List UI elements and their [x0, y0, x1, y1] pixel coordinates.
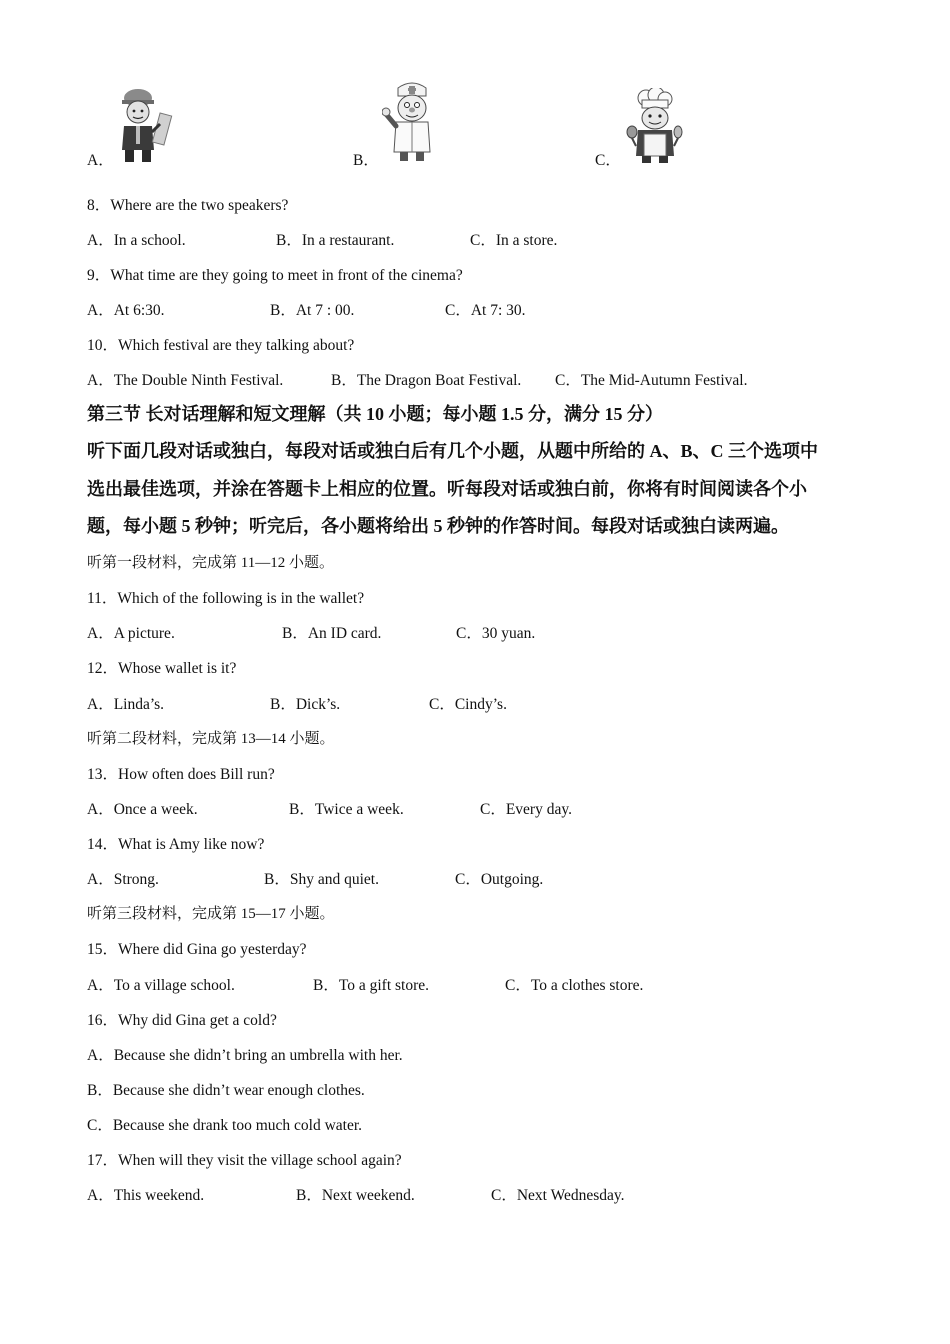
q8-option-c: C．In a store.	[470, 232, 558, 249]
chef-icon	[624, 88, 684, 164]
q15-option-b: B．To a gift store.	[313, 977, 430, 994]
q15-option-c: C．To a clothes store.	[505, 977, 644, 994]
q15-option-a: A．To a village school.	[87, 977, 235, 994]
picture-option-c-label: C．	[595, 152, 621, 169]
material2-note: 听第二段材料，完成第 13—14 小题。	[87, 731, 335, 747]
q14-stem: 14．What is Amy like now?	[87, 836, 265, 853]
q16-option-a: A．Because she didn’t bring an umbrella with her.	[87, 1047, 403, 1064]
q11-option-c: C．30 yuan.	[456, 625, 536, 642]
worker-with-hard-hat-icon	[112, 84, 176, 164]
q14-option-b: B．Shy and quiet.	[264, 871, 379, 888]
picture-option-b-label: B．	[353, 152, 379, 169]
q9-option-b: B．At 7 : 00.	[270, 302, 355, 319]
q12-option-c: C．Cindy’s.	[429, 696, 507, 713]
section3-instructions-line2: 选出最佳选项，并涂在答题卡上相应的位置。听每段对话或独白前，你将有时间阅读各个小	[87, 479, 807, 499]
material3-note: 听第三段材料，完成第 15—17 小题。	[87, 906, 335, 922]
q17-option-b: B．Next weekend.	[296, 1187, 415, 1204]
q9-option-c: C．At 7: 30.	[445, 302, 526, 319]
section3-instructions-line3: 题，每小题 5 秒钟；听完后，各小题将给出 5 秒钟的作答时间。每段对话或独白读两遍。	[87, 516, 789, 536]
q8-option-b: B．In a restaurant.	[276, 232, 395, 249]
q10-option-b: B．The Dragon Boat Festival.	[331, 372, 522, 389]
q12-option-b: B．Dick’s.	[270, 696, 341, 713]
doctor-icon	[382, 80, 444, 162]
q16-option-b: B．Because she didn’t wear enough clothes.	[87, 1082, 365, 1099]
q16-option-c: C．Because she drank too much cold water.	[87, 1117, 363, 1134]
q11-stem: 11．Which of the following is in the wallet?	[87, 590, 365, 607]
q13-stem: 13．How often does Bill run?	[87, 766, 275, 783]
q16-stem: 16．Why did Gina get a cold?	[87, 1012, 277, 1029]
q15-stem: 15．Where did Gina go yesterday?	[87, 941, 307, 958]
q13-option-c: C．Every day.	[480, 801, 572, 818]
q12-option-a: A．Linda’s.	[87, 696, 165, 713]
section3-instructions-line1: 听下面几段对话或独白，每段对话或独白后有几个小题，从题中所给的 A、B、C 三个选项中	[87, 441, 818, 461]
q10-option-c: C．The Mid-Autumn Festival.	[555, 372, 748, 389]
picture-option-a-label: A．	[87, 152, 114, 169]
q11-option-a: A．A picture.	[87, 625, 175, 642]
q10-option-a: A．The Double Ninth Festival.	[87, 372, 284, 389]
q11-option-b: B．An ID card.	[282, 625, 382, 642]
section3-title: 第三节 长对话理解和短文理解（共 10 小题；每小题 1.5 分，满分 15 分）	[87, 404, 663, 424]
q9-option-a: A．At 6:30.	[87, 302, 165, 319]
material1-note: 听第一段材料，完成第 11—12 小题。	[87, 555, 334, 571]
q14-option-c: C．Outgoing.	[455, 871, 544, 888]
q13-option-a: A．Once a week.	[87, 801, 198, 818]
q9-stem: 9．What time are they going to meet in front of the cinema?	[87, 267, 463, 284]
q17-stem: 17．When will they visit the village school again?	[87, 1152, 402, 1169]
q10-stem: 10．Which festival are they talking about?	[87, 337, 355, 354]
q8-stem: 8．Where are the two speakers?	[87, 197, 289, 214]
q12-stem: 12．Whose wallet is it?	[87, 660, 237, 677]
q14-option-a: A．Strong.	[87, 871, 159, 888]
q17-option-c: C．Next Wednesday.	[491, 1187, 625, 1204]
q13-option-b: B．Twice a week.	[289, 801, 404, 818]
q17-option-a: A．This weekend.	[87, 1187, 205, 1204]
q8-option-a: A．In a school.	[87, 232, 186, 249]
